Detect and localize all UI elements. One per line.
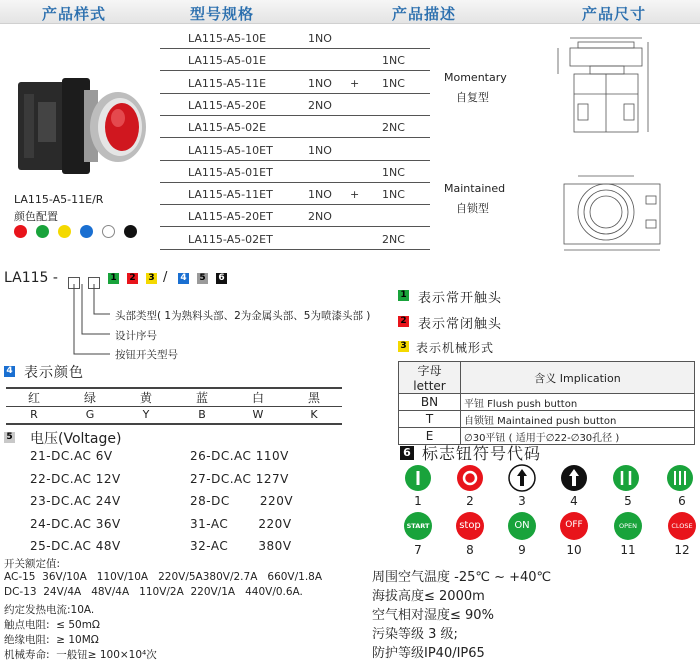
voltage-item: 25-DC.AC 48V xyxy=(30,539,121,553)
dimension-drawing xyxy=(548,34,688,254)
legend-1-text: 表示常开触头 xyxy=(418,291,503,306)
table-row xyxy=(160,183,430,205)
contact-a: 2NO xyxy=(308,98,332,112)
symbol-11-label: OPEN xyxy=(618,522,637,530)
color-cn-cell: 蓝 xyxy=(174,388,230,407)
symbol-2-icon xyxy=(457,465,483,491)
header-description: 产品描述 xyxy=(392,5,457,23)
color-dot-yellow xyxy=(58,225,71,238)
contact-b: 1NC xyxy=(382,165,405,179)
symbol-5-icon xyxy=(613,465,639,491)
symbol-12-label: CLOSE xyxy=(671,522,693,530)
symbols-title: 标志钮符号代码 xyxy=(422,444,542,463)
color-section-title: 表示颜色 xyxy=(24,365,84,381)
color-cn-row xyxy=(6,388,342,407)
table-row xyxy=(160,139,430,161)
voltage-title: 电压(Voltage) xyxy=(30,431,122,447)
model-number: LA115-A5-11ET xyxy=(188,188,273,202)
color-config-label: 颜色配置 xyxy=(14,210,58,223)
color-dot-blue xyxy=(80,225,93,238)
voltage-item: 31-AC 220V xyxy=(190,516,292,531)
spec-line: 约定发热电流:10A. xyxy=(4,603,95,616)
code-leader-lines xyxy=(60,284,120,358)
desc-maintained-cn: 自锁型 xyxy=(456,202,489,215)
model-number: LA115-A5-02ET xyxy=(188,232,273,246)
header-dimensions: 产品尺寸 xyxy=(582,5,647,23)
env-spec-line: 周围空气温度 -25℃ ~ +40℃ xyxy=(372,570,552,585)
symbol-number: 6 xyxy=(678,494,686,508)
contact-plus: + xyxy=(350,188,360,202)
color-en-row xyxy=(6,407,342,424)
contact-a: 1NO xyxy=(308,143,332,157)
implication-cell: ∅30平钮 ( 适用于∅22-∅30孔径 ) xyxy=(461,428,695,445)
legend-2-badge: 2 xyxy=(398,316,409,327)
contact-a: 1NO xyxy=(308,76,332,90)
code-num-2: 2 xyxy=(127,273,138,284)
color-cn-cell: 绿 xyxy=(62,388,118,407)
code-slash: / xyxy=(163,270,168,285)
spec-line: DC-13 24V/4A 48V/4A 110V/2A 220V/1A 440V/0.6A. xyxy=(4,586,303,599)
legend-3-text: 表示机械形式 xyxy=(416,341,495,355)
table-row xyxy=(160,228,430,250)
contact-b: 2NC xyxy=(382,232,405,246)
env-spec-line: 防护等级IP40/IP65 xyxy=(372,646,485,661)
code-num-4: 4 xyxy=(178,273,189,284)
model-number: LA115-A5-02E xyxy=(188,121,267,135)
desc-momentary-en: Momentary xyxy=(444,71,507,84)
model-number: LA115-A5-01E xyxy=(188,54,267,68)
spec-line: 机械寿命: 一般钮≥ 100×10⁴次 xyxy=(4,649,157,662)
color-en-cell: G xyxy=(62,407,118,424)
code-desc-design: 设计序号 xyxy=(115,330,157,342)
table-row xyxy=(160,94,430,116)
color-cn-cell: 黄 xyxy=(118,388,174,407)
letter-table-header xyxy=(399,362,695,394)
symbol-10-label: OFF xyxy=(565,520,583,530)
symbol-number: 5 xyxy=(624,494,632,508)
table-row xyxy=(399,411,695,428)
contact-a: 1NO xyxy=(308,32,332,45)
header-product-style: 产品样式 xyxy=(42,5,107,23)
code-num-1: 1 xyxy=(108,273,119,284)
table-row xyxy=(160,72,430,94)
symbols-badge: 6 xyxy=(400,446,414,460)
voltage-item: 32-AC 380V xyxy=(190,539,292,553)
table-row xyxy=(160,205,430,227)
voltage-badge: 5 xyxy=(4,432,15,443)
code-prefix: LA115 - xyxy=(4,270,58,286)
voltage-item: 23-DC.AC 24V xyxy=(30,494,121,508)
env-spec-line: 海拔高度≤ 2000m xyxy=(372,589,485,604)
contact-b: 1NC xyxy=(382,54,405,68)
color-en-cell: Y xyxy=(118,407,174,424)
color-table xyxy=(6,387,342,425)
symbol-8-label: stop xyxy=(459,520,481,531)
table-row xyxy=(160,116,430,138)
symbol-number: 9 xyxy=(518,543,526,557)
legend-1-badge: 1 xyxy=(398,290,409,301)
model-number: LA115-A5-20E xyxy=(188,98,267,112)
letter-col-header: 字母letter xyxy=(399,362,461,394)
legend-3-badge: 3 xyxy=(398,341,409,352)
color-section-badge: 4 xyxy=(4,366,15,377)
symbol-9-label: ON xyxy=(514,520,530,531)
header-model-spec: 型号规格 xyxy=(190,5,255,23)
color-cn-cell: 黑 xyxy=(286,388,342,407)
voltage-item: 24-DC.AC 36V xyxy=(30,516,121,531)
env-spec-line: 污染等级 3 级; xyxy=(372,627,458,642)
symbol-4-icon xyxy=(561,465,587,491)
table-row xyxy=(160,49,430,71)
voltage-item: 28-DC 220V xyxy=(190,494,294,508)
code-desc-model: 按钮开关型号 xyxy=(115,349,178,361)
color-en-cell: B xyxy=(174,407,230,424)
voltage-item: 26-DC.AC 110V xyxy=(190,449,289,463)
implication-col-header: 含义 Implication xyxy=(461,362,695,394)
color-dot-red xyxy=(14,225,27,238)
color-en-cell: K xyxy=(286,407,342,424)
product-label: LA115-A5-11E/R xyxy=(14,193,104,206)
contact-a: 1NO xyxy=(308,188,332,202)
code-desc-head: 头部类型( 1为熟料头部、2为金属头部、5为喷漆头部 ) xyxy=(115,310,371,322)
spec-line: 绝缘电阻: ≥ 10MΩ xyxy=(4,634,99,646)
model-number: LA115-A5-10ET xyxy=(188,143,273,157)
spec-line: 开关额定值: xyxy=(4,558,61,570)
contact-a: 2NO xyxy=(308,210,332,224)
legend-2-text: 表示常闭触头 xyxy=(418,317,503,332)
spec-line: AC-15 36V/10A 110V/10A 220V/5A380V/2.7A 660V/1.8A xyxy=(4,571,323,584)
symbol-7-label: START xyxy=(406,522,430,530)
letter-cell: E xyxy=(399,428,461,445)
contact-b: 1NC xyxy=(382,76,405,90)
desc-maintained-en: Maintained xyxy=(444,182,506,195)
voltage-item: 21-DC.AC 6V xyxy=(30,449,113,463)
code-num-6: 6 xyxy=(216,273,227,284)
contact-b: 2NC xyxy=(382,121,405,135)
color-cn-cell: 红 xyxy=(6,388,62,407)
model-number: LA115-A5-10E xyxy=(188,32,267,45)
color-cn-cell: 白 xyxy=(230,388,286,407)
letter-cell: BN xyxy=(399,394,461,411)
table-row xyxy=(160,161,430,183)
color-dot-white xyxy=(102,225,115,238)
symbol-1-icon xyxy=(405,465,431,491)
symbol-number: 2 xyxy=(466,494,474,508)
product-image xyxy=(10,72,150,182)
code-num-5: 5 xyxy=(197,273,208,284)
header-bar xyxy=(0,0,700,24)
symbol-number: 4 xyxy=(570,494,578,508)
spec-line: 触点电阻: ≤ 50mΩ xyxy=(4,618,100,631)
letter-cell: T xyxy=(399,411,461,428)
color-dot-black xyxy=(124,225,137,238)
code-num-3: 3 xyxy=(146,273,157,284)
voltage-item: 22-DC.AC 12V xyxy=(30,471,121,486)
symbol-number: 7 xyxy=(414,543,422,557)
table-row xyxy=(160,27,430,49)
model-number: LA115-A5-20ET xyxy=(188,210,273,224)
implication-cell: 平钮 Flush push button xyxy=(461,394,695,411)
symbol-number: 1 xyxy=(414,494,422,508)
env-spec-line: 空气相对湿度≤ 90% xyxy=(372,608,494,623)
color-en-cell: R xyxy=(6,407,62,424)
table-row xyxy=(399,394,695,411)
voltage-item: 27-DC.AC 127V xyxy=(190,471,289,486)
desc-momentary-cn: 自复型 xyxy=(456,91,489,104)
symbol-3-icon xyxy=(509,465,535,491)
symbol-number: 3 xyxy=(518,494,526,508)
symbol-number: 8 xyxy=(466,543,474,557)
color-en-cell: W xyxy=(230,407,286,424)
contact-plus: + xyxy=(350,76,360,90)
symbol-number: 12 xyxy=(674,543,690,557)
model-number: LA115-A5-11E xyxy=(188,76,267,90)
symbol-number: 10 xyxy=(566,543,582,557)
color-dot-green xyxy=(36,225,49,238)
symbol-number: 11 xyxy=(620,543,636,557)
model-number: LA115-A5-01ET xyxy=(188,165,273,179)
symbol-6-icon xyxy=(667,465,693,491)
letter-table xyxy=(398,361,695,445)
implication-cell: 自锁钮 Maintained push button xyxy=(461,411,695,428)
symbol-buttons xyxy=(400,464,700,554)
contact-b: 1NC xyxy=(382,188,405,202)
